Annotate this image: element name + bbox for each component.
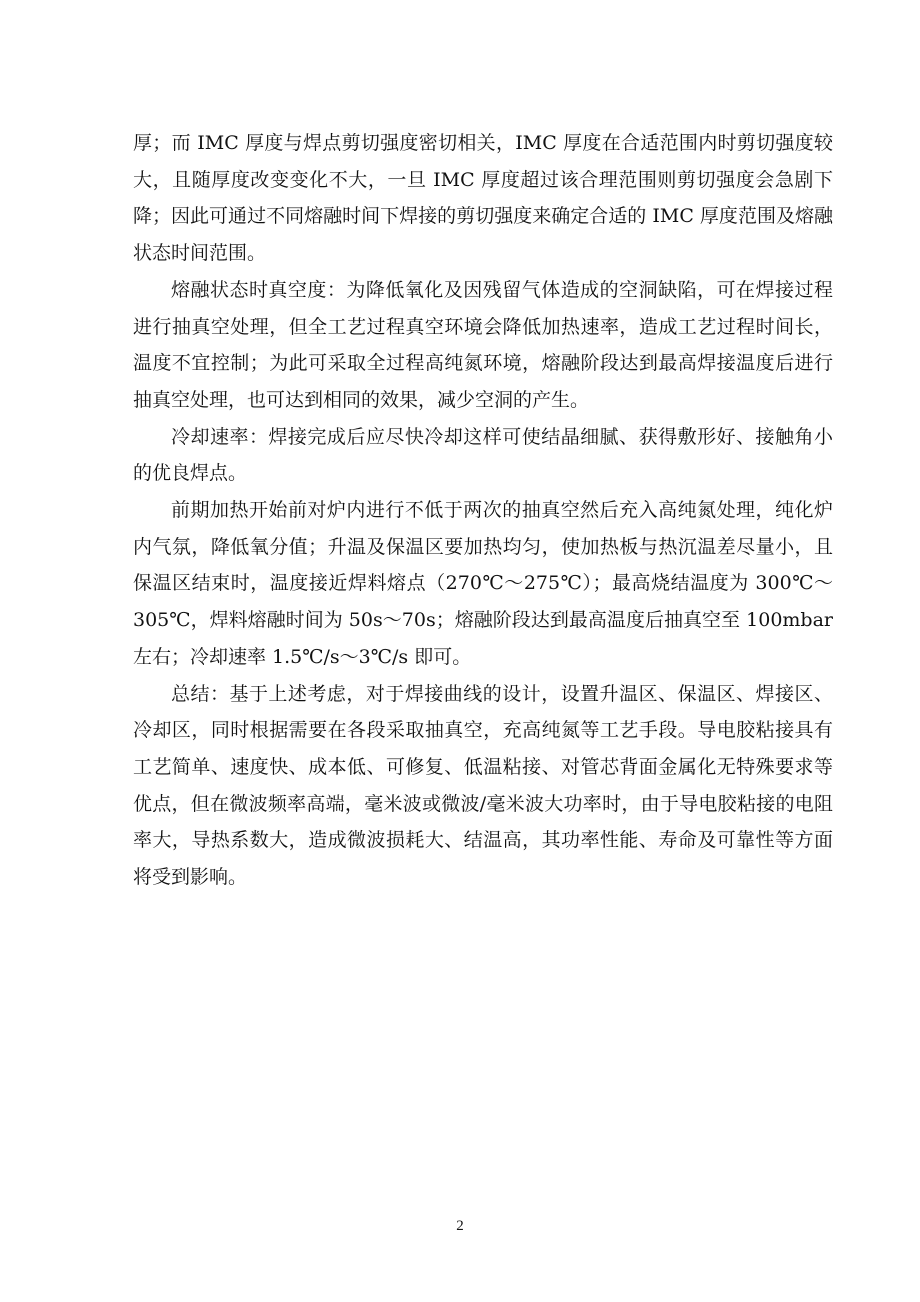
page-number: 2 (456, 1218, 464, 1234)
paragraph-vacuum-degree: 熔融状态时真空度：为降低氧化及因残留气体造成的空洞缺陷，可在焊接过程进行抽真空处理，但全工艺过程真空环境会降低加热速率，造成工艺过程时间长，温度不宜控制；为此可采取全过程高纯氮环境，熔融阶段达到最高焊接温度后进行抽真空处理，也可达到相同的效果，减少空洞的产生。 (133, 278, 833, 411)
paragraph-imc-thickness: 厚；而 IMC 厚度与焊点剪切强度密切相关，IMC 厚度在合适范围内时剪切强度较大，且随厚度改变变化不大，一旦 IMC 厚度超过该合理范围则剪切强度会急剧下降；因此可通过不同熔融时间下焊接的剪切强度来确定合适的 IMC 厚度范围及熔融状态时间范围。 (133, 132, 833, 265)
paragraph-process-parameters: 前期加热开始前对炉内进行不低于两次的抽真空然后充入高纯氮处理，纯化炉内气氛，降低氧分值；升温及保温区要加热均匀，使加热板与热沉温差尽量小，且保温区结束时，温度接近焊料熔点（270℃～275℃）；最高烧结温度为 300℃～305℃，焊料熔融时间为 50s～70s；熔融阶段达到最高温度后抽真空至 100mbar 左右；冷却速率 1.5℃/s～3℃/s 即可。 (133, 499, 833, 668)
paragraph-summary: 总结：基于上述考虑，对于焊接曲线的设计，设置升温区、保温区、焊接区、冷却区，同时根据需要在各段采取抽真空，充高纯氮等工艺手段。导电胶粘接具有工艺简单、速度快、成本低、可修复、低温粘接、对管芯背面金属化无特殊要求等优点，但在微波频率高端，毫米波或微波/毫米波大功率时，由于导电胶粘接的电阻率大，导热系数大，造成微波损耗大、结温高，其功率性能、寿命及可靠性等方面将受到影响。 (133, 682, 833, 889)
paragraph-cooling-rate: 冷却速率：焊接完成后应尽快冷却这样可使结晶细腻、获得敷形好、接触角小的优良焊点。 (133, 425, 833, 485)
body-text (133, 125, 833, 896)
